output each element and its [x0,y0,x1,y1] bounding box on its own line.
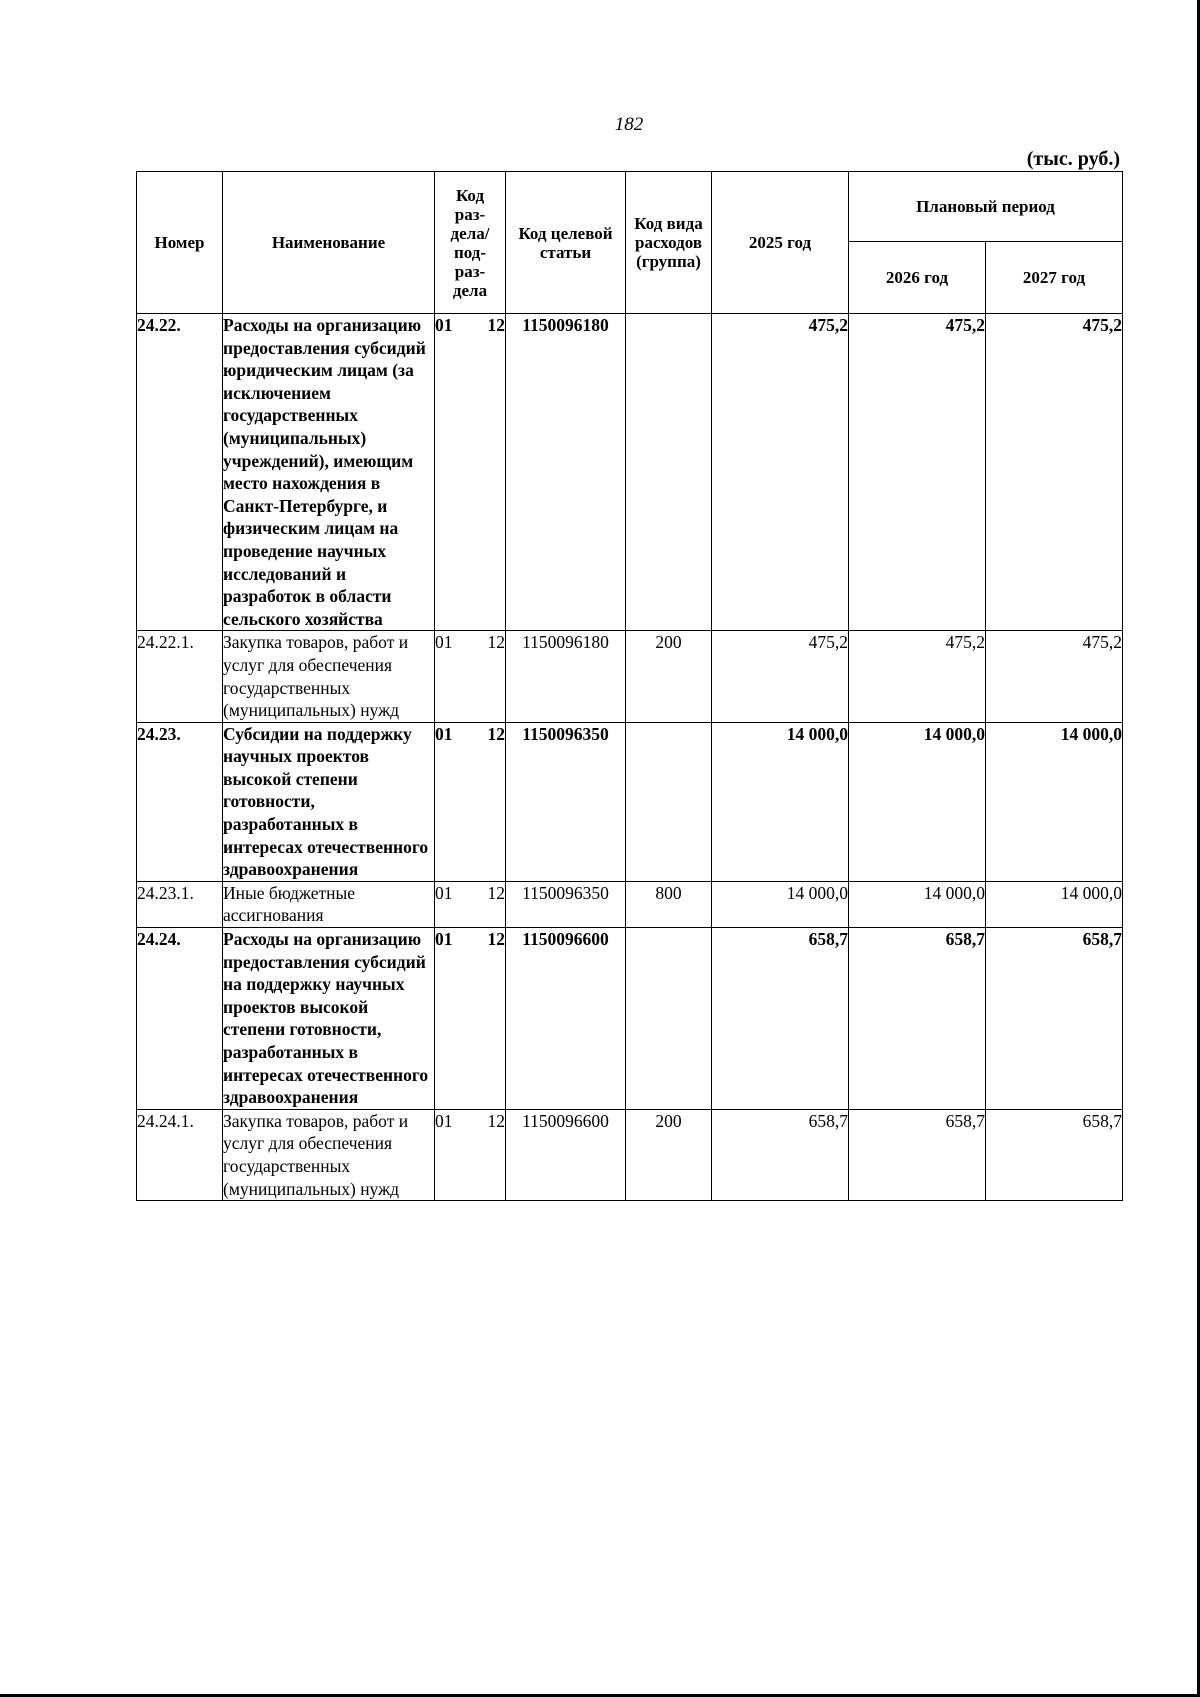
cell-2025: 14 000,0 [712,722,849,881]
cell-target: 1150096180 [506,631,626,722]
cell-2025: 14 000,0 [712,881,849,927]
table-row [137,631,1123,722]
subsection-code: 12 [487,632,505,653]
header-number: Номер [137,172,223,314]
table-body [137,314,1123,1201]
section-code: 01 [435,1110,453,1131]
header-target: Код целевой статьи [506,172,626,314]
section-code: 01 [435,632,453,653]
cell-number: 24.24.1. [137,1109,223,1200]
header-name: Наименование [223,172,435,314]
cell-section [435,928,506,1110]
table-row [137,722,1123,881]
cell-target: 1150096600 [506,1109,626,1200]
cell-2025: 658,7 [712,1109,849,1200]
table-header [137,172,1123,314]
cell-target: 1150096350 [506,722,626,881]
cell-name: Закупка товаров, работ и услуг для обеспечения государственных (муниципальных) нужд [223,631,435,722]
cell-name: Закупка товаров, работ и услуг для обеспечения государственных (муниципальных) нужд [223,1109,435,1200]
cell-number: 24.24. [137,928,223,1110]
cell-number: 24.23. [137,722,223,881]
header-kind: Код вида расходов (группа) [626,172,712,314]
cell-2026: 14 000,0 [849,881,986,927]
header-section: Код раз- дела/ под- раз- дела [435,172,506,314]
cell-kind [626,314,712,631]
cell-name: Субсидии на поддержку научных проектов высокой степени готовности, разработанных в интересах отечественного здравоохранения [223,722,435,881]
cell-section [435,722,506,881]
cell-number: 24.22. [137,314,223,631]
cell-kind: 800 [626,881,712,927]
header-2026: 2026 год [849,242,986,314]
subsection-code: 12 [487,723,505,744]
cell-name: Расходы на организацию предоставления субсидий на поддержку научных проектов высокой степени готовности, разработанных в интересах отечественного здравоохранения [223,928,435,1110]
section-code: 01 [435,315,453,335]
cell-2025: 475,2 [712,314,849,631]
cell-2026: 475,2 [849,314,986,631]
cell-number: 24.23.1. [137,881,223,927]
cell-2027: 475,2 [986,631,1123,722]
subsection-code: 12 [487,929,505,950]
cell-2027: 14 000,0 [986,881,1123,927]
cell-target: 1150096600 [506,928,626,1110]
cell-kind [626,928,712,1110]
cell-target: 1150096180 [506,314,626,631]
cell-section [435,881,506,927]
cell-2026: 658,7 [849,928,986,1110]
cell-section [435,314,506,631]
section-code: 01 [435,929,453,950]
cell-2027: 658,7 [986,928,1123,1110]
cell-target: 1150096350 [506,881,626,927]
header-2027: 2027 год [986,242,1123,314]
cell-section [435,1109,506,1200]
cell-number: 24.22.1. [137,631,223,722]
cell-name: Расходы на организацию предоставления субсидий юридическим лицам (за исключением государственных (муниципальных) учреждений), имеющим место нахождения в Санкт-Петербурге, и физическим лицам на проведение научных исследований и разработок в области сельского хозяйства [223,314,435,631]
header-2025: 2025 год [712,172,849,314]
cell-kind: 200 [626,631,712,722]
cell-name: Иные бюджетные ассигнования [223,881,435,927]
cell-kind [626,722,712,881]
table-row [137,881,1123,927]
table-row [137,314,1123,631]
cell-section [435,631,506,722]
subsection-code: 12 [487,315,505,335]
table-row [137,1109,1123,1200]
units-label: (тыс. руб.) [1026,148,1120,170]
cell-2026: 658,7 [849,1109,986,1200]
cell-2026: 14 000,0 [849,722,986,881]
section-code: 01 [435,882,453,903]
table-row [137,928,1123,1110]
page-number: 182 [614,114,644,135]
cell-2025: 658,7 [712,928,849,1110]
cell-2026: 475,2 [849,631,986,722]
cell-2025: 475,2 [712,631,849,722]
subsection-code: 12 [487,1110,505,1131]
subsection-code: 12 [487,882,505,903]
section-code: 01 [435,723,453,744]
cell-2027: 658,7 [986,1109,1123,1200]
cell-kind: 200 [626,1109,712,1200]
cell-2027: 475,2 [986,314,1123,631]
budget-table [136,171,1123,1201]
header-planned-period: Плановый период [849,172,1123,242]
cell-2027: 14 000,0 [986,722,1123,881]
